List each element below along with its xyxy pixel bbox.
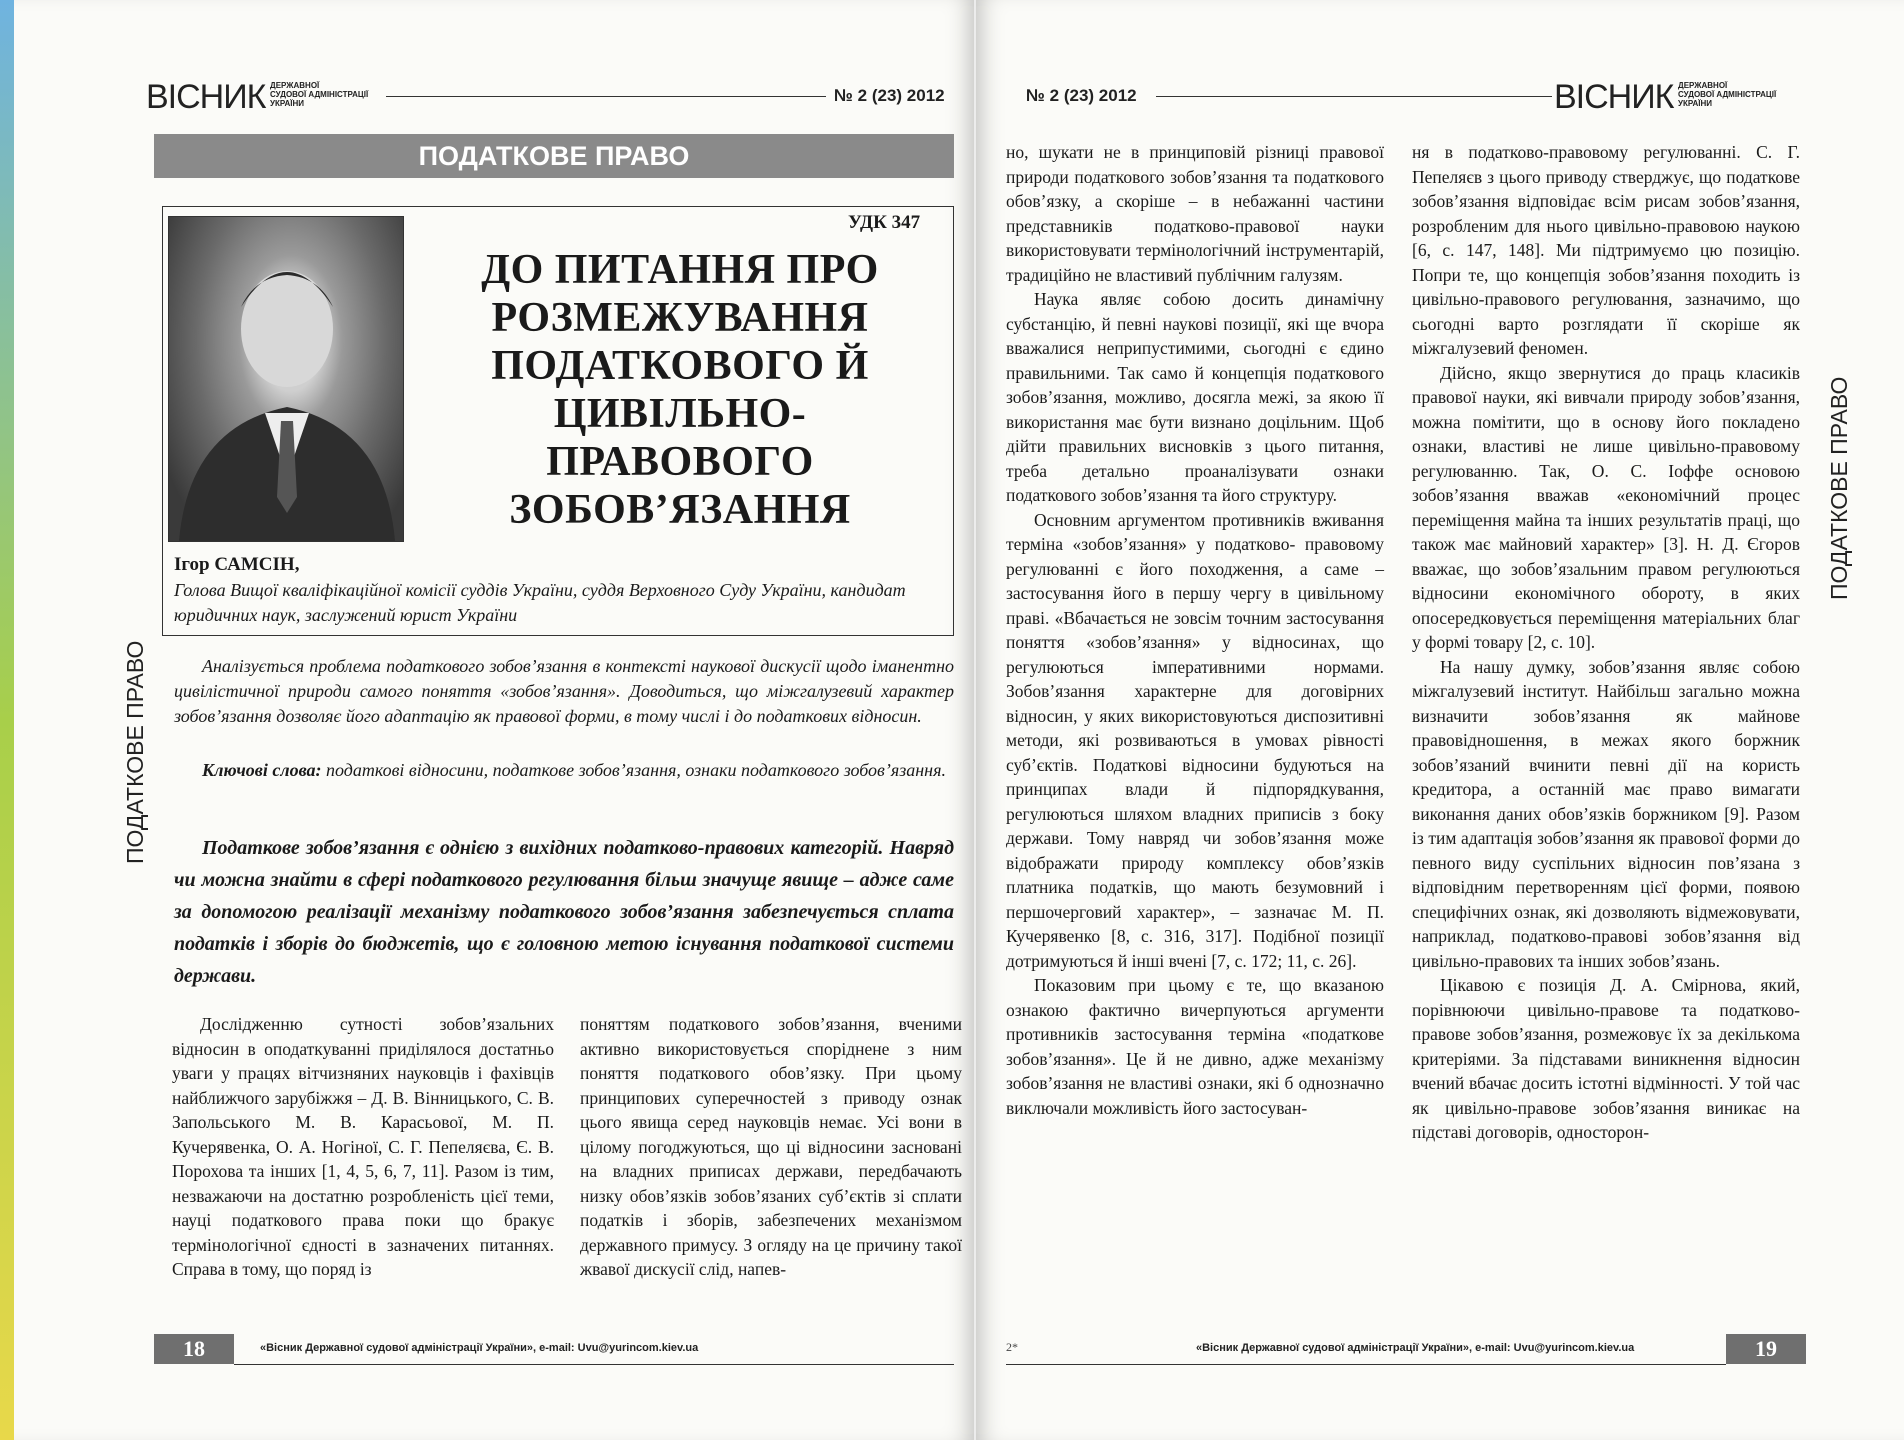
title-line: ЦИВІЛЬНО-ПРАВОВОГО [546, 391, 814, 485]
journal-logo-subtitle [1678, 81, 1776, 108]
keywords [174, 758, 954, 783]
journal-logo: ВІСНИК [1554, 78, 1674, 116]
paragraph: Показовим при цьому є те, що вказаною ознакою фактично вичерпуються аргументи противників застосування терміна «податкове зобов’язання». Це й не дивно, адже механізму зобов’язання не властиві ознаки, які б однозначно виключали можливість його застосуван- [1006, 975, 1384, 1118]
keywords-label: Ключові слова: [202, 760, 322, 780]
paragraph: ня в податково-правовому регулюванні. С. Г. Пепеляєв з цього приводу стверджує, що податкове зобов’язання відповідає всім рисам зобов’язання, розробленим для нього цивільно-правовою наукою [6, с. 147, 148]. Ми підтримуємо цю позицію. Попри те, що концепція зобов’язання походить із цивільно-правового регулювання, зазначимо, що сьогодні варто розглядати її скоріше як міжгалузевий феномен. [1412, 142, 1800, 358]
paragraph: но, шукати не в принциповій різниці правової природи податкового зобов’язання та податкового обов’язку, а скоріше – в небажанні частини представників податково-правової науки використовувати термінологічний інструментарій, традиційно не властивий публічним галузям. [1006, 142, 1384, 285]
paragraph: На нашу думку, зобов’язання являє собою міжгалузевий інститут. Найбільш загально можна визначити зобов’язання як майнове правовідношення, в межах якого боржник зобов’язаний вчинити певні дії на користь кредитора, а останній має право вимагати виконання даних обов’язків боржником [9]. Разом із тим адаптація зобов’язання як правової форми до певного виду суспільних відносин пов’язана з відповідним перетворенням цієї форми, появою специфічних ознак, які дозволяють відмежовувати, наприклад, податково-правові зобов’язання від цивільно-правових та інших зобов’язань. [1412, 656, 1800, 971]
right-column-1 [1006, 140, 1384, 1120]
paragraph: поняттям податкового зобов’язання, вченими активно використовується споріднене з ним поняття податкового обов’язку. При цьому принципових суперечностей з приводу ознак цього явища серед науковців немає. Усі вони в цілому погоджуються, що ці відносини засновані на владних приписах держави, передбачають низку обов’язків зобов’язаних суб’єктів зі сплати податків і зборів, забезпечених механізмом державного примусу. З огляду на це причину такої жвавої дискусії слід, напев- [580, 1014, 962, 1279]
logo-sub-line: ДЕРЖАВНОЇ [1678, 81, 1728, 90]
udk-code: УДК 347 [848, 212, 921, 233]
header-rule [1156, 96, 1552, 97]
left-column-2 [580, 1012, 962, 1282]
title-line: ДО ПИТАННЯ ПРО [481, 247, 879, 293]
logo-sub-line: ДЕРЖАВНОЇ [270, 81, 320, 90]
left-page [14, 0, 974, 1440]
author-portrait-icon [169, 217, 403, 541]
paragraph: Наука являє собою досить динамічну субстанцію, й певні наукові позиції, які ще вчора вважалися неприпустимими, сьогодні є єдино правильними. Так само й концепція податкового зобов’язання, можливо, досягла межі, за якою її використання має бути визнано доцільним. Щоб дійти правильних висновків з цього питання, треба детально проаналізувати ознаки податкового зобов’язання та його структуру. [1006, 289, 1384, 505]
paragraph: Дійсно, якщо звернутися до праць класиків правової науки, які вивчали природу зобов’язання, можна помітити, що в основу його покладено ознаки, властиві не лише цивільно-правовому регулюванню. Так, О. С. Іоффе основою зобов’язання вважав «економічний процес переміщення майна та інших результатів праці, що також має майновий характер» [3]. Н. Д. Єгоров вважає, що зобов’язальним правом регулюються відносини економічного обороту, в яких опосередковується переміщення матеріальних благ у формі товару [2, с. 10]. [1412, 362, 1800, 652]
header-rule [386, 96, 826, 97]
logo-sub-line: СУДОВОЇ АДМІНІСТРАЦІЇ [1678, 90, 1777, 99]
issue-number: № 2 (23) 2012 [1026, 86, 1137, 105]
title-line: РОЗМЕЖУВАННЯ [491, 295, 869, 341]
title-line: ПОДАТКОВОГО Й [491, 343, 869, 389]
paragraph: Цікавою є позиція Д. А. Смірнова, який, порівнюючи цивільно-правове та податково-правове зобов’язання, розмежовує їх за декількома критеріями. За підставами виникнення відносин вчений вбачає досить істотні відмінності. У той час як цивільно-правове зобов’язання виникає на підставі договорів, односторон- [1412, 975, 1800, 1142]
right-column-2 [1412, 140, 1800, 1145]
printer-signature: 2* [1006, 1340, 1018, 1354]
page-number: 18 [154, 1334, 234, 1364]
side-section-label: ПОДАТКОВЕ ПРАВО [1826, 376, 1852, 600]
paragraph: Основним аргументом противників вживання терміна «зобов’язання» у податково- правовому регулюванні є його походження, а саме – застосування його в першу чергу в цивільному праві. «Вбачається не зовсім точним застосування поняття «зобов’язання» у відносинах, що регулюються імперативними нормами. Зобов’язання характерне для договірних відносин, у яких використовуються диспозитивні методи, які розвиваються в умовах рівності суб’єктів. Податкові відносини будуються на принципах влади й підпорядкування, регулюються шляхом владних приписів з боку держави. Тому навряд чи зобов’язання може відображати природу комплексу обов’язків платника податків, що мають безумовний і першочерговий характер», – зазначає М. П. Кучерявенко [8, с. 316, 317]. Подібної позиції дотримуються й інші вчені [7, с. 172; 11, с. 26]. [1006, 509, 1384, 971]
right-page [976, 0, 1904, 1440]
cover-edge-strip [0, 0, 14, 1440]
footer-rule [1006, 1364, 1726, 1365]
page-footer: «Вісник Державної судової адміністрації України», e-mail: Uvu@yurincom.kiev.ua [1196, 1342, 1635, 1354]
page-number: 19 [1726, 1334, 1806, 1364]
logo-sub-line: УКРАЇНИ [1678, 99, 1713, 108]
journal-logo: ВІСНИК [146, 78, 266, 116]
lead-paragraph: Податкове зобов’язання є однією з вихідних податково-правових категорій. Навряд чи можна знайти в сфері податкового регулювання більш значуще явище – адже саме за допомогою реалізації механізму податкового зобов’язання забезпечується сплата податків і зборів до бюджетів, що є головною метою існування податкової системи держави. [174, 837, 954, 987]
rubric-banner: ПОДАТКОВЕ ПРАВО [154, 134, 954, 178]
page-footer: «Вісник Державної судової адміністрації України», e-mail: Uvu@yurincom.kiev.ua [260, 1342, 699, 1354]
keywords-text: податкові відносини, податкове зобов’язання, ознаки податкового зобов’язання. [321, 760, 946, 780]
side-section-label: ПОДАТКОВЕ ПРАВО [122, 640, 148, 864]
article-title [422, 246, 938, 534]
left-column-1 [172, 1012, 554, 1282]
logo-sub-line: УКРАЇНИ [270, 99, 305, 108]
author-photo [168, 216, 404, 542]
author-name: Ігор САМСІН, [174, 554, 300, 575]
issue-number: № 2 (23) 2012 [834, 86, 945, 105]
abstract: Аналізується проблема податкового зобов’язання в контексті наукової дискусії щодо іманентно цивілістичної природи самого поняття «зобов’язання». Доводиться, що міжгалузевий характер зобов’язання дозволяє його адаптацію як правової форми, в тому числі і до податкових відносин. [174, 656, 954, 726]
logo-sub-line: СУДОВОЇ АДМІНІСТРАЦІЇ [270, 90, 369, 99]
title-line: ЗОБОВ’ЯЗАННЯ [509, 487, 851, 533]
footer-rule [234, 1364, 954, 1365]
journal-logo-subtitle [270, 81, 368, 108]
author-affiliation: Голова Вищої кваліфікаційної комісії суддів України, суддя Верховного Суду України, кандидат юридичних наук, заслужений юрист України [174, 580, 906, 625]
paragraph: Дослідженню сутності зобов’язальних відносин в оподаткуванні приділялося достатньо уваги у працях вітчизняних науковців і фахівців найближчого зарубіжжя – Д. В. Вінницького, С. В. Запольського М. В. Карасьової, М. П. Кучерявенка, О. А. Ногіної, С. Г. Пепеляєва, Є. В. Порохова та інших [1, 4, 5, 6, 7, 11]. Разом із тим, незважаючи на достатню розробленість цієї теми, науці податкового права поки що бракує термінологічної єдності в зазначених питаннях. Справа в тому, що поряд із [172, 1014, 554, 1279]
